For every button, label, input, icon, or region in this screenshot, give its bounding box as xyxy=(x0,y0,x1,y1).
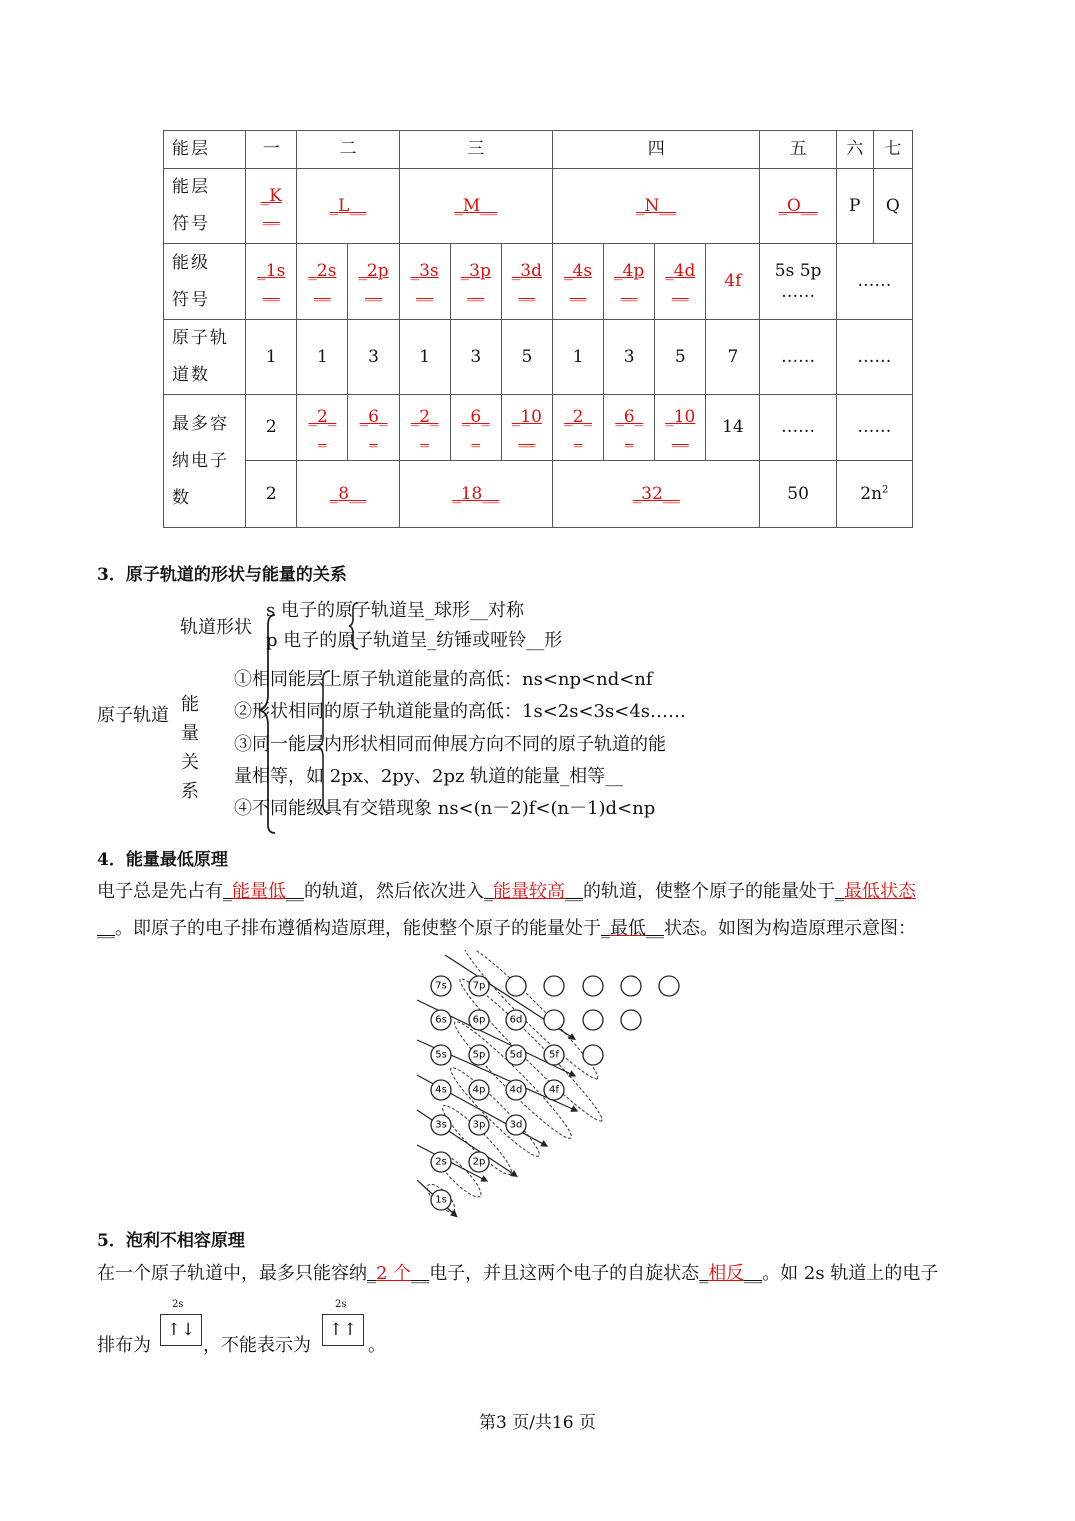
row-label: 能层 xyxy=(164,131,246,169)
table-cell: 1 xyxy=(297,320,348,395)
cell-line: …… xyxy=(781,281,816,302)
section-5-line-1: 在一个原子轨道中，最多只能容纳_2 个__电子，并且这两个电子的自旋状态_相反__。如 2s 轨道上的电子 xyxy=(97,1263,939,1284)
table-cell: _6_ _ xyxy=(450,395,501,461)
answer: 4s xyxy=(572,261,593,282)
table-cell: _M__ xyxy=(399,169,552,244)
empty-orbital xyxy=(583,1010,603,1030)
answer: 最低状态 xyxy=(844,881,916,902)
table-cell: 五 xyxy=(760,131,836,169)
orbital-label: 4d xyxy=(509,1084,523,1096)
table-cell: 三 xyxy=(399,131,552,169)
orbital-box-wrong: ↑↑ xyxy=(322,1314,364,1346)
label-line: 最多容 xyxy=(172,413,229,434)
empty-orbital xyxy=(583,1045,603,1065)
answer: 6 xyxy=(470,407,482,428)
shape-s-line: s 电子的原子轨道呈_球形__对称 xyxy=(266,600,524,621)
answer: 10 xyxy=(673,407,696,428)
table-cell: _3s __ xyxy=(399,244,450,320)
text: 。即原子的电子排布遵循构造原理，能使整个原子的能量处于 xyxy=(115,918,601,939)
answer: 2 xyxy=(572,407,584,428)
table-row xyxy=(164,461,913,528)
energy-label xyxy=(181,690,199,806)
orbital-label: 5f xyxy=(549,1049,559,1061)
orbital-label: 4s xyxy=(435,1084,447,1096)
section-5-line-2b: ，不能表示为 xyxy=(203,1335,311,1356)
page-footer: 第3 页/共16 页 xyxy=(479,1413,596,1433)
table-cell: _6_ _ xyxy=(348,395,399,461)
table-cell: Q xyxy=(873,169,912,244)
table-cell: _2_ _ xyxy=(399,395,450,461)
table-row xyxy=(164,169,913,244)
table-cell: 50 xyxy=(760,461,836,528)
answer: 2 个 xyxy=(376,1263,412,1284)
table-row xyxy=(164,244,913,320)
answer: 3d xyxy=(520,261,542,282)
table-cell: _L__ xyxy=(297,169,399,244)
table-cell: 7 xyxy=(706,320,760,395)
text: 在一个原子轨道中，最多只能容纳 xyxy=(97,1263,367,1284)
orbital-label: 6d xyxy=(509,1014,523,1026)
orbital-label: 5s xyxy=(435,1049,447,1061)
table-cell: _4p __ xyxy=(604,244,655,320)
table-cell: _4s __ xyxy=(552,244,603,320)
table-cell: _32__ xyxy=(552,461,760,528)
answer: N xyxy=(644,195,660,216)
empty-orbital xyxy=(621,1010,641,1030)
energy-rule-3b: 量相等，如 2px、2py、2pz 轨道的能量_相等__ xyxy=(234,766,624,787)
label-char: 能 xyxy=(181,694,199,715)
answer: 1s xyxy=(265,261,286,282)
table-cell: _N__ xyxy=(552,169,760,244)
table-cell: _4d __ xyxy=(655,244,706,320)
table-cell xyxy=(836,461,912,528)
answer: 8 xyxy=(338,483,350,504)
table-cell: _2_ _ xyxy=(297,395,348,461)
answer: 10 xyxy=(520,407,542,428)
section-4-title: 4．能量最低原理 xyxy=(97,850,228,870)
energy-level-table xyxy=(163,130,913,528)
answer: 4d xyxy=(673,261,696,282)
table-cell: 四 xyxy=(552,131,760,169)
table-cell: 一 xyxy=(246,131,297,169)
answer: 相反 xyxy=(708,1263,745,1284)
table-cell: 3 xyxy=(450,320,501,395)
orbital-label: 4p xyxy=(472,1084,486,1096)
table-cell: 3 xyxy=(604,320,655,395)
table-cell: _1s __ xyxy=(246,244,297,320)
orbital-label: 7p xyxy=(472,980,486,992)
table-cell: 1 xyxy=(399,320,450,395)
table-cell: _10 __ xyxy=(655,395,706,461)
label-line: 符号 xyxy=(172,214,210,234)
empty-orbital xyxy=(544,976,564,996)
label-char: 关 xyxy=(181,752,199,773)
empty-orbital xyxy=(583,976,603,996)
energy-rule-1: ①相同能层上原子轨道能量的高低：ns<np<nd<nf xyxy=(234,669,653,690)
section-4-paragraph: 电子总是先占有_能量低__的轨道，然后依次进入_能量较高__的轨道，使整个原子的能量处于_最低状态 __。即原子的电子排布遵循构造原理，能使整个原子的能量处于_最低__状态。如图为构造原理示意图： xyxy=(97,881,916,939)
table-cell xyxy=(760,244,836,320)
table-cell: _K __ xyxy=(246,169,297,244)
answer: L xyxy=(338,195,350,216)
answer: 2 xyxy=(316,407,328,428)
orbital-label: 2s xyxy=(435,1156,447,1168)
empty-orbital xyxy=(544,1010,564,1030)
answer: 2s xyxy=(316,261,337,282)
table-cell: …… xyxy=(760,395,836,461)
table-cell: _3p __ xyxy=(450,244,501,320)
table-cell: _2p __ xyxy=(348,244,399,320)
section-5-line-2a: 排布为 xyxy=(97,1335,151,1356)
label-line: 道数 xyxy=(172,365,210,385)
text: 的轨道，使整个原子的能量处于 xyxy=(583,881,835,902)
orbital-label: 3d xyxy=(509,1119,523,1131)
table-cell: _6_ _ xyxy=(604,395,655,461)
table-cell: 14 xyxy=(706,395,760,461)
table-cell: 1 xyxy=(246,320,297,395)
orbital-label: 6p xyxy=(472,1014,486,1026)
table-cell: …… xyxy=(760,320,836,395)
table-row xyxy=(164,395,913,461)
table-row xyxy=(164,131,913,169)
shape-label: 轨道形状 xyxy=(180,617,252,638)
answer: 32 xyxy=(641,483,663,504)
answer: K xyxy=(269,185,282,206)
empty-orbital xyxy=(659,976,679,996)
orbital-root-label: 原子轨道 xyxy=(97,705,169,726)
orbital-label: 4f xyxy=(549,1084,559,1096)
table-cell: _3d __ xyxy=(501,244,552,320)
table-cell: P xyxy=(836,169,873,244)
aufbau-diagram xyxy=(405,950,695,1220)
table-cell: 5 xyxy=(655,320,706,395)
text: 电子总是先占有 xyxy=(97,881,223,902)
row-label xyxy=(164,395,246,528)
text: 。如 2s 轨道上的电子 xyxy=(762,1263,939,1284)
label-line: 能层 xyxy=(172,177,210,197)
table-cell: _2_ _ xyxy=(552,395,603,461)
text: 的轨道，然后依次进入 xyxy=(304,881,484,902)
table-cell: 2 xyxy=(246,461,297,528)
energy-rule-3a: ③同一能层内形状相同而伸展方向不同的原子轨道的能 xyxy=(234,734,666,755)
row-label xyxy=(164,320,246,395)
section-5-title: 5．泡利不相容原理 xyxy=(97,1231,245,1251)
orbital-label: 3s xyxy=(435,1119,447,1131)
shape-p-line: p 电子的原子轨道呈_纺锤或哑铃__形 xyxy=(266,630,563,651)
answer: 3p xyxy=(469,261,491,282)
empty-orbital xyxy=(621,976,641,996)
answer: 3s xyxy=(419,261,439,282)
label-line: 纳电子 xyxy=(172,450,229,471)
orbital-label: 5d xyxy=(509,1049,523,1061)
table-cell: 4f xyxy=(706,244,760,320)
table-cell: _10 __ xyxy=(501,395,552,461)
answer: O xyxy=(786,195,801,216)
table-cell: 七 xyxy=(873,131,912,169)
table-cell: …… xyxy=(836,395,912,461)
answer: 18 xyxy=(460,483,483,504)
superscript: 2 xyxy=(882,484,889,496)
text: 状态。如图为构造原理示意图： xyxy=(664,918,916,939)
table-cell: 1 xyxy=(552,320,603,395)
table-cell: _8__ xyxy=(297,461,399,528)
diagonal-loop xyxy=(445,1062,545,1162)
table-cell: …… xyxy=(836,244,912,320)
answer: M xyxy=(462,195,481,216)
table-cell: 二 xyxy=(297,131,399,169)
table-row xyxy=(164,320,913,395)
answer: 能量较高 xyxy=(493,881,565,902)
orbital-box-correct: ↑↓ xyxy=(160,1314,202,1346)
label-char: 量 xyxy=(181,723,199,744)
table-cell: _O__ xyxy=(760,169,836,244)
label-line: 数 xyxy=(172,487,191,508)
orbital-label: 7s xyxy=(435,980,447,992)
table-cell: 3 xyxy=(348,320,399,395)
row-label xyxy=(164,244,246,320)
table-cell: _18__ xyxy=(399,461,552,528)
section-3-title: 3．原子轨道的形状与能量的关系 xyxy=(97,565,347,585)
answer: 能量低 xyxy=(232,881,286,902)
text: 电子，并且这两个电子的自旋状态 xyxy=(429,1263,700,1284)
label-line: 原子轨 xyxy=(172,328,229,348)
box-label: 2s xyxy=(172,1299,184,1310)
orbital-label: 3p xyxy=(472,1119,486,1131)
orbital-label: 6s xyxy=(435,1014,447,1026)
section-5-line-2c: 。 xyxy=(368,1335,386,1356)
label-line: 符号 xyxy=(172,289,210,310)
formula: 2n xyxy=(860,483,883,504)
table-cell: 2 xyxy=(246,395,297,461)
orbital-label: 1s xyxy=(435,1194,447,1206)
label-line: 能级 xyxy=(172,252,210,273)
table-cell: 5 xyxy=(501,320,552,395)
cell-line: 5s 5p xyxy=(774,261,822,282)
answer: 6 xyxy=(623,407,635,428)
table-cell: _2s __ xyxy=(297,244,348,320)
table-cell: …… xyxy=(836,320,912,395)
answer: 6 xyxy=(368,407,379,428)
orbital-label: 5p xyxy=(472,1049,486,1061)
row-label xyxy=(164,169,246,244)
label-char: 系 xyxy=(181,781,199,802)
box-label: 2s xyxy=(335,1299,347,1310)
table-cell: 六 xyxy=(836,131,873,169)
answer: 4p xyxy=(622,261,645,282)
orbital-label: 2p xyxy=(472,1156,486,1168)
answer: 最低 xyxy=(610,918,646,939)
answer: 2p xyxy=(366,261,389,282)
energy-rule-4: ④不同能级具有交错现象 ns<(n－2)f<(n－1)d<np xyxy=(234,798,656,819)
energy-rule-2: ②形状相同的原子轨道能量的高低：1s<2s<3s<4s…… xyxy=(234,701,687,722)
answer: 2 xyxy=(419,407,431,428)
empty-orbital xyxy=(506,976,526,996)
